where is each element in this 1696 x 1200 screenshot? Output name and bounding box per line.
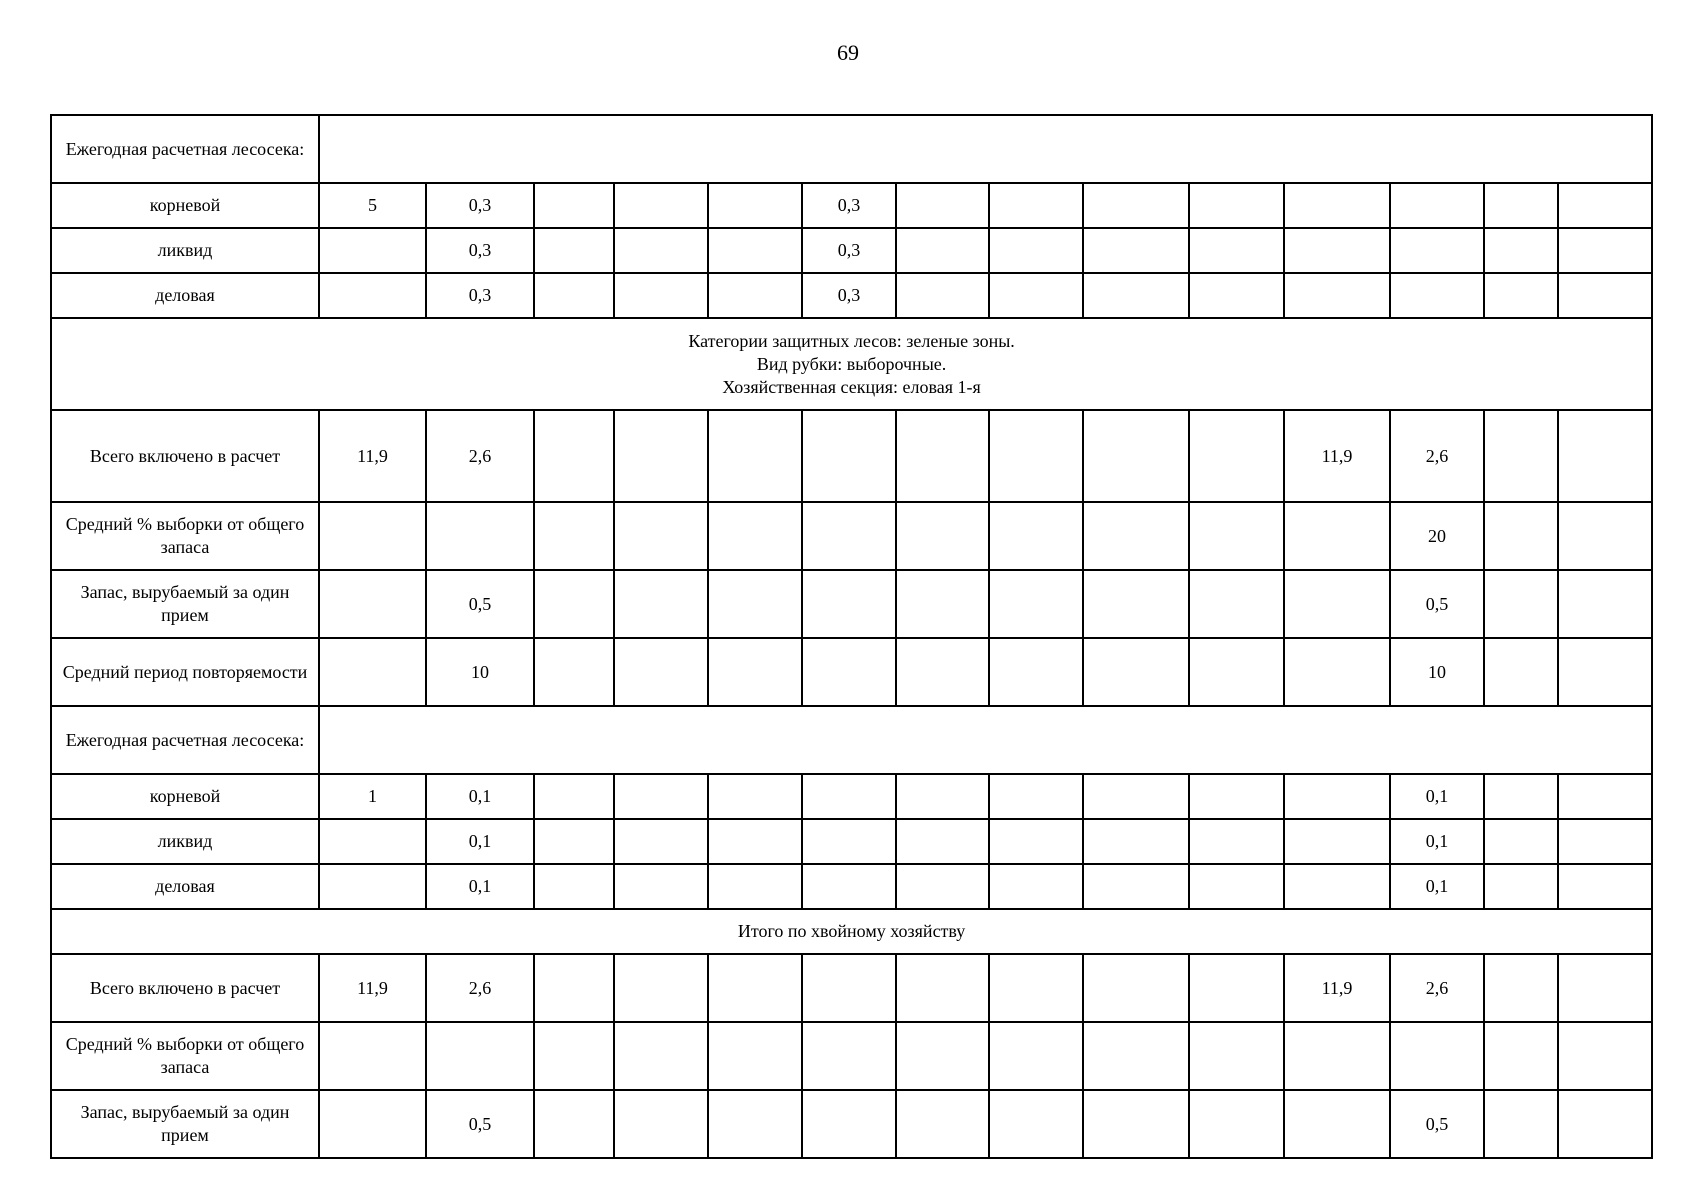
table-cell [708, 183, 802, 228]
table-cell [802, 1022, 896, 1090]
table-cell: 0,3 [802, 183, 896, 228]
table-cell [896, 638, 989, 706]
table-cell [1484, 864, 1558, 909]
table-cell [614, 502, 708, 570]
table-cell [1083, 864, 1189, 909]
row-label: деловая [51, 864, 319, 909]
table-cell [1390, 183, 1484, 228]
table-cell: 0,1 [1390, 774, 1484, 819]
table-cell [1083, 638, 1189, 706]
table-row [51, 864, 1652, 909]
row-label: Ежегодная расчетная лесосека: [51, 115, 319, 183]
table-cell [534, 410, 614, 502]
table-cell [1284, 273, 1390, 318]
table-cell [614, 864, 708, 909]
table-cell [1189, 502, 1284, 570]
table-cell [1189, 410, 1284, 502]
table-cell [426, 502, 534, 570]
table-cell [989, 954, 1083, 1022]
table-cell [1558, 819, 1652, 864]
table-cell [1284, 570, 1390, 638]
table-row-header [51, 115, 1652, 183]
table-cell [1284, 228, 1390, 273]
table-cell: 2,6 [426, 954, 534, 1022]
table-cell [614, 410, 708, 502]
table-cell [1484, 273, 1558, 318]
table-cell [319, 638, 426, 706]
table-cell [989, 1022, 1083, 1090]
table-cell [534, 183, 614, 228]
table-cell [1083, 954, 1189, 1022]
table-row [51, 1090, 1652, 1158]
row-label: ликвид [51, 228, 319, 273]
table-cell [802, 819, 896, 864]
table-row [51, 570, 1652, 638]
table-cell [802, 638, 896, 706]
table-cell [1390, 273, 1484, 318]
table-cell [534, 638, 614, 706]
table-cell: 0,3 [802, 273, 896, 318]
table-cell [896, 1090, 989, 1158]
table-cell [426, 1022, 534, 1090]
table-cell [1484, 1022, 1558, 1090]
table-cell [708, 1090, 802, 1158]
row-label: Средний % выборки от общего запаса [51, 502, 319, 570]
table-cell [1558, 954, 1652, 1022]
table-section-row [51, 909, 1652, 954]
table-cell: 1 [319, 774, 426, 819]
table-cell [989, 502, 1083, 570]
table-cell [1284, 638, 1390, 706]
table-row [51, 273, 1652, 318]
table-cell [896, 273, 989, 318]
section-heading-line: Категории защитных лесов: зеленые зоны. [688, 330, 1015, 351]
table-cell [1484, 228, 1558, 273]
row-label: Всего включено в расчет [51, 954, 319, 1022]
table-cell [1189, 954, 1284, 1022]
section-heading-line: Итого по хвойному хозяйству [737, 921, 966, 941]
page-number: 69 [837, 40, 859, 65]
table-cell [896, 1022, 989, 1090]
table-cell [989, 570, 1083, 638]
table-cell [1189, 774, 1284, 819]
table-cell [319, 864, 426, 909]
table-cell [319, 502, 426, 570]
table-cell: 0,3 [426, 183, 534, 228]
row-label: Всего включено в расчет [51, 410, 319, 502]
table-cell [1083, 1022, 1189, 1090]
table-row [51, 954, 1652, 1022]
table-cell [1284, 1022, 1390, 1090]
table-cell [896, 228, 989, 273]
section-heading-line: Вид рубки: выборочные. [756, 353, 947, 374]
row-label: деловая [51, 273, 319, 318]
section-heading [51, 318, 1652, 410]
table-cell [802, 774, 896, 819]
table-cell [534, 570, 614, 638]
table-cell [989, 410, 1083, 502]
table-cell [1083, 1090, 1189, 1158]
table-row [51, 183, 1652, 228]
table-cell [1189, 228, 1284, 273]
table-cell [989, 864, 1083, 909]
table-cell [1189, 1090, 1284, 1158]
table-cell: 10 [426, 638, 534, 706]
table-cell [896, 954, 989, 1022]
table-cell [708, 819, 802, 864]
table-cell [989, 273, 1083, 318]
table-cell [1083, 502, 1189, 570]
table-cell [708, 228, 802, 273]
table-row [51, 819, 1652, 864]
table-cell [896, 864, 989, 909]
table-row [51, 410, 1652, 502]
table-cell [989, 1090, 1083, 1158]
table-cell [989, 819, 1083, 864]
table-cell [614, 273, 708, 318]
table-cell [1558, 273, 1652, 318]
table-cell [1083, 183, 1189, 228]
table-cell [708, 502, 802, 570]
table-cell: 11,9 [1284, 954, 1390, 1022]
table-cell [319, 1090, 426, 1158]
table-cell [708, 774, 802, 819]
row-label: Запас, вырубаемый за один прием [51, 1090, 319, 1158]
table-cell [802, 570, 896, 638]
table-cell [1558, 410, 1652, 502]
table-cell [1284, 183, 1390, 228]
table-cell: 20 [1390, 502, 1484, 570]
table-row [51, 1022, 1652, 1090]
table-cell [989, 183, 1083, 228]
table-cell: 0,1 [426, 819, 534, 864]
table-cell [1558, 502, 1652, 570]
table-cell [534, 774, 614, 819]
table-cell: 11,9 [319, 954, 426, 1022]
table-cell [802, 954, 896, 1022]
table-cell: 2,6 [426, 410, 534, 502]
table-cell [1284, 819, 1390, 864]
section-heading-line: Хозяйственная секция: еловая 1-я [722, 376, 981, 397]
table-cell [534, 1090, 614, 1158]
table-cell [319, 819, 426, 864]
table-row [51, 502, 1652, 570]
table-cell [802, 1090, 896, 1158]
table-cell [534, 273, 614, 318]
row-label: ликвид [51, 819, 319, 864]
table-cell [1558, 774, 1652, 819]
table-cell [1189, 864, 1284, 909]
table-cell [896, 774, 989, 819]
table-cell [1284, 774, 1390, 819]
table-cell [708, 1022, 802, 1090]
table-cell [614, 774, 708, 819]
table-cell [1189, 183, 1284, 228]
table-cell: 0,3 [802, 228, 896, 273]
table-cell: 0,5 [1390, 1090, 1484, 1158]
table-section-row [51, 318, 1652, 410]
table-cell [896, 502, 989, 570]
table-cell [1189, 570, 1284, 638]
table-cell: 0,3 [426, 273, 534, 318]
table-cell [1558, 570, 1652, 638]
table-cell [896, 410, 989, 502]
table-cell [534, 1022, 614, 1090]
table-cell: 0,1 [426, 864, 534, 909]
table-cell [1558, 1090, 1652, 1158]
table-cell [1284, 1090, 1390, 1158]
table-cell [708, 638, 802, 706]
table-cell [1083, 410, 1189, 502]
row-label: корневой [51, 774, 319, 819]
row-label: Ежегодная расчетная лесосека: [51, 706, 319, 774]
table-cell [1083, 228, 1189, 273]
table-cell [534, 819, 614, 864]
table-cell [1558, 1022, 1652, 1090]
table-cell [319, 273, 426, 318]
table-cell [534, 954, 614, 1022]
table-cell [614, 570, 708, 638]
table-cell [1484, 954, 1558, 1022]
table-cell [1189, 1022, 1284, 1090]
table-cell: 0,5 [426, 570, 534, 638]
table-cell [534, 864, 614, 909]
table-cell [1083, 273, 1189, 318]
table-cell [1484, 502, 1558, 570]
table-cell [802, 502, 896, 570]
table-cell [802, 410, 896, 502]
table-cell [614, 183, 708, 228]
table-cell [1484, 1090, 1558, 1158]
table-cell [614, 228, 708, 273]
table-cell [896, 183, 989, 228]
table-cell [1284, 502, 1390, 570]
table-row-header [51, 706, 1652, 774]
table-cell [614, 638, 708, 706]
table-cell: 0,1 [426, 774, 534, 819]
table-cell [1558, 864, 1652, 909]
table-row [51, 228, 1652, 273]
table-cell [896, 819, 989, 864]
table-cell [708, 864, 802, 909]
table-cell: 5 [319, 183, 426, 228]
table-cell [1484, 819, 1558, 864]
table-cell [614, 1022, 708, 1090]
table-cell [319, 570, 426, 638]
table-cell: 0,3 [426, 228, 534, 273]
table-cell [1083, 570, 1189, 638]
table-cell: 2,6 [1390, 954, 1484, 1022]
table-cell: 10 [1390, 638, 1484, 706]
table-cell [614, 954, 708, 1022]
table-cell [802, 864, 896, 909]
table-cell [1558, 638, 1652, 706]
table-cell [989, 774, 1083, 819]
table-cell [1390, 1022, 1484, 1090]
table-cell [896, 570, 989, 638]
table-cell [534, 502, 614, 570]
forest-table [50, 114, 1653, 1159]
table-cell [1484, 570, 1558, 638]
table-cell [319, 228, 426, 273]
table-cell [614, 819, 708, 864]
table-cell [1189, 273, 1284, 318]
table-cell [1484, 183, 1558, 228]
table-cell [989, 638, 1083, 706]
table-cell [1189, 638, 1284, 706]
row-label: Средний период повторяемости [51, 638, 319, 706]
table-cell [708, 273, 802, 318]
table-cell [614, 1090, 708, 1158]
table-cell: 2,6 [1390, 410, 1484, 502]
row-label: корневой [51, 183, 319, 228]
table-cell: 11,9 [1284, 410, 1390, 502]
table-cell [1484, 410, 1558, 502]
table-cell [1284, 864, 1390, 909]
table-cell [708, 410, 802, 502]
table-cell [989, 228, 1083, 273]
table-cell [708, 570, 802, 638]
table-cell: 11,9 [319, 410, 426, 502]
table-cell [1189, 819, 1284, 864]
table-cell: 0,1 [1390, 864, 1484, 909]
table-cell [319, 1022, 426, 1090]
table-cell: 0,5 [426, 1090, 534, 1158]
section-heading [51, 909, 1652, 954]
table-cell [1390, 228, 1484, 273]
table-cell [1558, 183, 1652, 228]
table-body [51, 115, 1652, 1158]
merged-empty-cell [319, 706, 1652, 774]
row-label: Запас, вырубаемый за один прием [51, 570, 319, 638]
table-cell [534, 228, 614, 273]
merged-empty-cell [319, 115, 1652, 183]
table-cell [708, 954, 802, 1022]
row-label: Средний % выборки от общего запаса [51, 1022, 319, 1090]
table-row [51, 774, 1652, 819]
table-cell [1558, 228, 1652, 273]
table-cell: 0,1 [1390, 819, 1484, 864]
table-cell [1083, 819, 1189, 864]
table-cell [1484, 774, 1558, 819]
table-cell [1083, 774, 1189, 819]
table-cell: 0,5 [1390, 570, 1484, 638]
table-cell [1484, 638, 1558, 706]
table-row [51, 638, 1652, 706]
